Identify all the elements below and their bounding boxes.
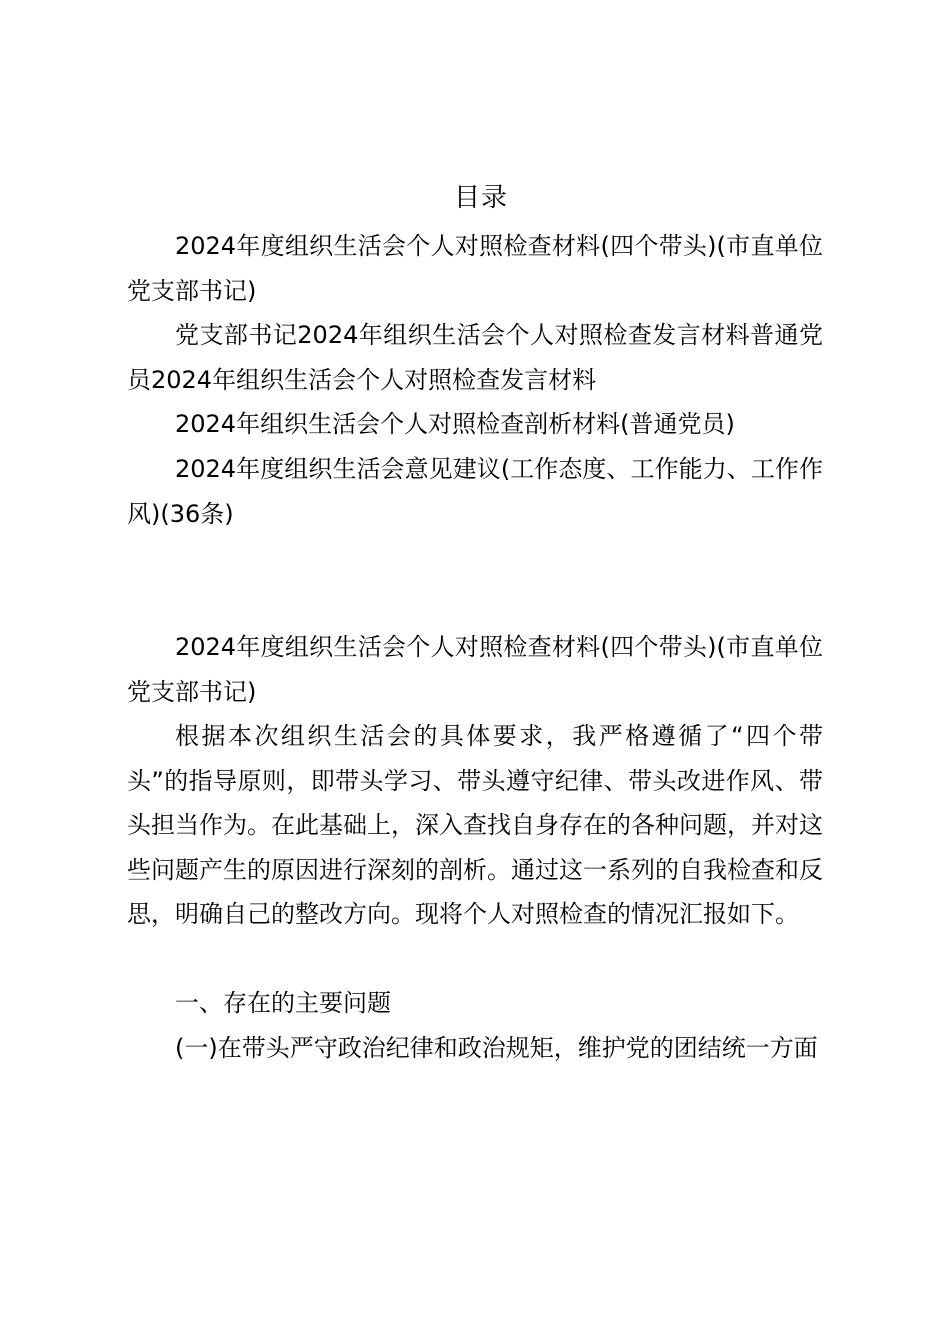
toc-item-2: 党支部书记2024年组织生活会个人对照检查发言材料普通党员2024年组织生活会个人对照检查发言材料 bbox=[127, 321, 823, 394]
toc-item-1: 2024年度组织生活会个人对照检查材料(四个带头)(市直单位党支部书记) bbox=[127, 232, 823, 305]
article-title: 2024年度组织生活会个人对照检查材料(四个带头)(市直单位党支部书记) bbox=[127, 633, 823, 706]
toc-title: 目录 bbox=[453, 183, 508, 213]
toc-item-4: 2024年度组织生活会意见建议(工作态度、工作能力、工作作风)(36条) bbox=[127, 455, 823, 528]
section-heading-1: 一、存在的主要问题 bbox=[175, 989, 391, 1017]
article-intro-paragraph: 根据本次组织生活会的具体要求，我严格遵循了“四个带头”的指导原则，即带头学习、带头遵守纪律、带头改进作风、带头担当作为。在此基础上，深入查找自身存在的各种问题，并对这些问题产生的原因进行深刻的剖析。通过这一系列的自我检查和反思，明确自己的整改方向。现将个人对照检查的情况汇报如下。 bbox=[127, 722, 823, 928]
section-heading-2: (一)在带头严守政治纪律和政治规矩，维护党的团结统一方面 bbox=[175, 1034, 818, 1062]
toc-item-3: 2024年组织生活会个人对照检查剖析材料(普通党员) bbox=[175, 410, 735, 438]
